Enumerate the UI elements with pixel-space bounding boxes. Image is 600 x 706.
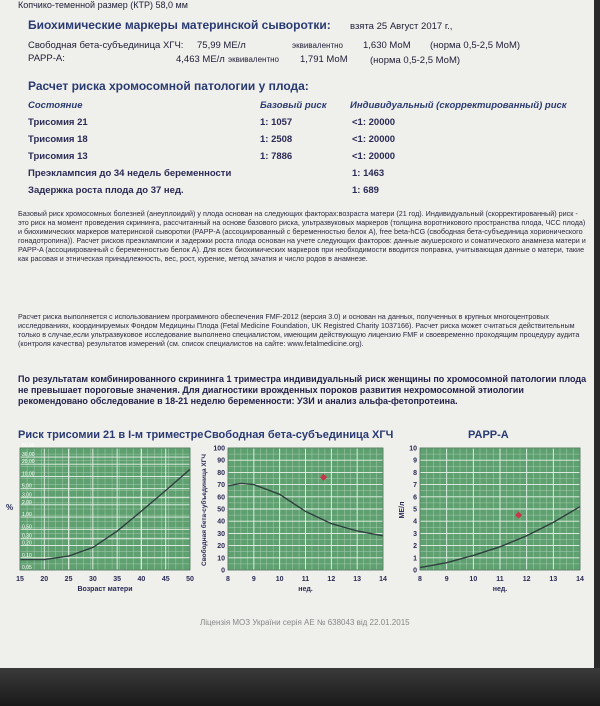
y-tick-label: 9 bbox=[413, 457, 417, 465]
chart1-title: Риск трисомии 21 в I-м триместре bbox=[18, 429, 204, 441]
x-tick-label: 11 bbox=[496, 576, 504, 583]
chart-hcg bbox=[198, 440, 394, 598]
y-tick-label: 100 bbox=[213, 445, 225, 453]
risk-row-individual: 1: 689 bbox=[352, 185, 379, 196]
x-tick-label: 35 bbox=[113, 576, 122, 583]
pappa-value: 4,463 МЕ/л bbox=[176, 54, 225, 65]
x-tick-label: 9 bbox=[251, 576, 256, 583]
hcg-eq: эквивалентно bbox=[292, 41, 343, 50]
x-tick-label: 40 bbox=[137, 576, 146, 583]
risk-row-base: 1: 2508 bbox=[260, 134, 293, 145]
y-tick-label: 2,00 bbox=[22, 499, 32, 506]
pappa-mom: 1,791 МоМ bbox=[300, 54, 348, 65]
hcg-mom: 1,630 МоМ bbox=[363, 40, 411, 51]
pappa-name: РАРР-А: bbox=[28, 53, 65, 64]
x-axis-label: нед. bbox=[298, 586, 313, 593]
risk-row-individual: <1: 20000 bbox=[352, 134, 396, 145]
y-tick-label: 90 bbox=[217, 457, 225, 465]
y-tick-label: 0 bbox=[413, 567, 417, 575]
x-tick-label: 12 bbox=[522, 576, 531, 583]
y-tick-label: 50 bbox=[217, 506, 225, 514]
x-tick-label: 10 bbox=[275, 576, 284, 583]
x-tick-label: 30 bbox=[88, 576, 97, 583]
y-tick-label: 0,05 bbox=[22, 565, 32, 571]
x-tick-label: 25 bbox=[64, 576, 73, 583]
y-axis-label: % bbox=[6, 503, 14, 512]
risk-header-individual: Индивидуальный (скорректированный) риск bbox=[350, 100, 567, 111]
risk-row-name: Трисомия 21 bbox=[28, 117, 88, 128]
risk-row-individual: <1: 20000 bbox=[352, 151, 396, 162]
x-tick-label: 13 bbox=[549, 576, 558, 583]
risk-title: Расчет риска хромосомной патологии у плода: bbox=[28, 79, 309, 93]
chart3-title: PAPP-A bbox=[468, 429, 509, 441]
markers-date: взята 25 Август 2017 г., bbox=[350, 21, 453, 32]
y-tick-label: 0,50 bbox=[22, 524, 32, 531]
y-tick-label: 3 bbox=[413, 530, 417, 538]
x-tick-label: 45 bbox=[161, 576, 170, 583]
risk-row-name: Трисомия 18 bbox=[28, 134, 88, 145]
x-tick-label: 15 bbox=[16, 576, 24, 583]
license-text: Ліцензія МОЗ України серія АЕ № 638043 від 22.01.2015 bbox=[200, 618, 410, 627]
crl-line: Копчико-теменной размер (КТР) 58,0 мм bbox=[18, 0, 188, 10]
y-tick-label: 50,00 bbox=[22, 443, 35, 449]
x-tick-label: 11 bbox=[301, 576, 310, 583]
y-tick-label: 20 bbox=[217, 543, 225, 551]
x-tick-label: 12 bbox=[327, 576, 336, 583]
y-axis-label: МЕ/л bbox=[399, 501, 406, 519]
y-tick-label: 4 bbox=[413, 518, 417, 526]
y-tick-label: 0,30 bbox=[22, 533, 32, 540]
y-tick-label: 60 bbox=[217, 494, 225, 502]
y-tick-label: 0 bbox=[221, 567, 225, 575]
hcg-norm: (норма 0,5-2,5 МоМ) bbox=[430, 40, 521, 51]
y-tick-label: 20,00 bbox=[22, 459, 35, 466]
y-tick-label: 10 bbox=[217, 555, 225, 563]
y-tick-label: 1,00 bbox=[22, 512, 32, 519]
y-tick-label: 30 bbox=[217, 530, 225, 538]
y-tick-label: 10 bbox=[409, 445, 417, 453]
y-tick-label: 1 bbox=[413, 555, 417, 563]
hcg-name: Свободная бета-субъединица ХГЧ: bbox=[28, 40, 184, 51]
y-axis-label: Свободная бета-субъединица ХГЧ bbox=[201, 454, 208, 566]
pappa-eq: эквивалентно bbox=[228, 55, 279, 64]
x-tick-label: 14 bbox=[379, 576, 387, 583]
risk-row-name: Преэклампсия до 34 недель беременности bbox=[28, 168, 232, 179]
x-axis-label: нед. bbox=[492, 586, 508, 593]
chart-trisomy21 bbox=[0, 440, 200, 598]
x-tick-label: 14 bbox=[576, 576, 584, 583]
y-tick-label: 5 bbox=[413, 506, 417, 514]
y-tick-label: 80 bbox=[217, 469, 225, 477]
y-tick-label: 5,00 bbox=[22, 483, 32, 490]
y-tick-label: 7 bbox=[413, 482, 417, 490]
y-tick-label: 6 bbox=[413, 494, 417, 502]
x-tick-label: 9 bbox=[444, 576, 449, 583]
y-tick-label: 40 bbox=[217, 518, 225, 526]
x-tick-label: 50 bbox=[186, 576, 194, 583]
risk-row-name: Задержка роста плода до 37 нед. bbox=[28, 185, 184, 196]
markers-title: Биохимические маркеры материнской сыворотки: bbox=[28, 18, 331, 32]
y-tick-label: 8 bbox=[413, 469, 417, 477]
y-tick-label: 0,10 bbox=[22, 552, 32, 559]
chart2-title: Свободная бета-субъединица ХГЧ bbox=[204, 429, 394, 441]
risk-row-individual: 1: 1463 bbox=[352, 168, 385, 179]
chart-pappa bbox=[396, 440, 592, 598]
y-tick-label: 30,00 bbox=[22, 452, 35, 459]
x-tick-label: 20 bbox=[40, 576, 49, 583]
risk-header-condition: Состояние bbox=[28, 100, 83, 111]
x-tick-label: 8 bbox=[226, 576, 230, 583]
y-tick-label: 2 bbox=[413, 543, 417, 551]
hcg-value: 75,99 МЕ/л bbox=[197, 40, 246, 51]
risk-row-base: 1: 7886 bbox=[260, 151, 293, 162]
y-tick-label: 0,20 bbox=[22, 540, 32, 547]
pappa-norm: (норма 0,5-2,5 МоМ) bbox=[370, 55, 461, 66]
risk-row-name: Трисомия 13 bbox=[28, 151, 88, 162]
x-tick-label: 8 bbox=[418, 576, 422, 583]
risk-row-individual: <1: 20000 bbox=[352, 117, 396, 128]
y-tick-label: 3,00 bbox=[22, 492, 32, 499]
explanation-paragraph: Базовый риск хромосомных болезней (анеуплоидий) у плода основан на следующих факторах:возраста матери (21 год). Индивидуальный (скорректированный) риск - это риск на момент проведения скрининга, рассчитанный на основе базового риска, ультразвуковых маркеров (толщина воротникового пространства плода, ЧСС плода) и биохимических маркеров материнской сыворотки (PAPP-A (ассоциированный с беременностью белок А), free beta-hCG (свободная бета-субъединица хорионического гонадотропина)). Расчет рисков преэклампсии и задержки роста плода основан на учете следующих факторов: данные акушерского и соматического анамнеза матери и PAPP-A (ассоциированный с беременностью белок А). Для всех биохимических маркеров при необходимости вводится поправка, учитывающая данные о матери, такие как расовая и этническая принадлежность, вес, рост, курение, метод зачатия и число родов в анамнезе. bbox=[18, 209, 586, 264]
risk-row-base: 1: 1057 bbox=[260, 117, 293, 128]
y-tick-label: 70 bbox=[217, 482, 225, 490]
y-tick-label: 10,00 bbox=[22, 471, 35, 478]
x-tick-label: 10 bbox=[469, 576, 478, 583]
table-surface bbox=[0, 668, 600, 706]
risk-header-base: Базовый риск bbox=[260, 100, 327, 111]
x-tick-label: 13 bbox=[353, 576, 362, 583]
x-axis-label: Возраст матери bbox=[77, 586, 133, 593]
software-paragraph: Расчет риска выполняется с использованием программного обеспечения FMF-2012 (версия 3.0) и основан на данных, полученных в крупных многоцентровых исследованиях, координируемых Фондом Медицины Плода (Fetal Medicine Foundation, UK Registred Charity 1037166). Расчет риска может считаться действительным только в случае,если ультразвуковое исследование выполнено специалистом, имеющим действующую лицензию FMF и своевременно проходящим процедуру аудита (контроля качества) результатов измерений (см. список специалистов на сайте: www.fetalmedicine.org). bbox=[18, 312, 580, 349]
conclusion-paragraph: По результатам комбинированного скрининга 1 триместра индивидуальный риск женщины по хромосомной патологии плода не превышает пороговые значения. Для диагностики врожденных пороков развития нехромосомной этиологии рекомендовано обследование в 18-21 неделю беременности: УЗИ и анализ альфа-фетопротеина. bbox=[18, 374, 587, 406]
